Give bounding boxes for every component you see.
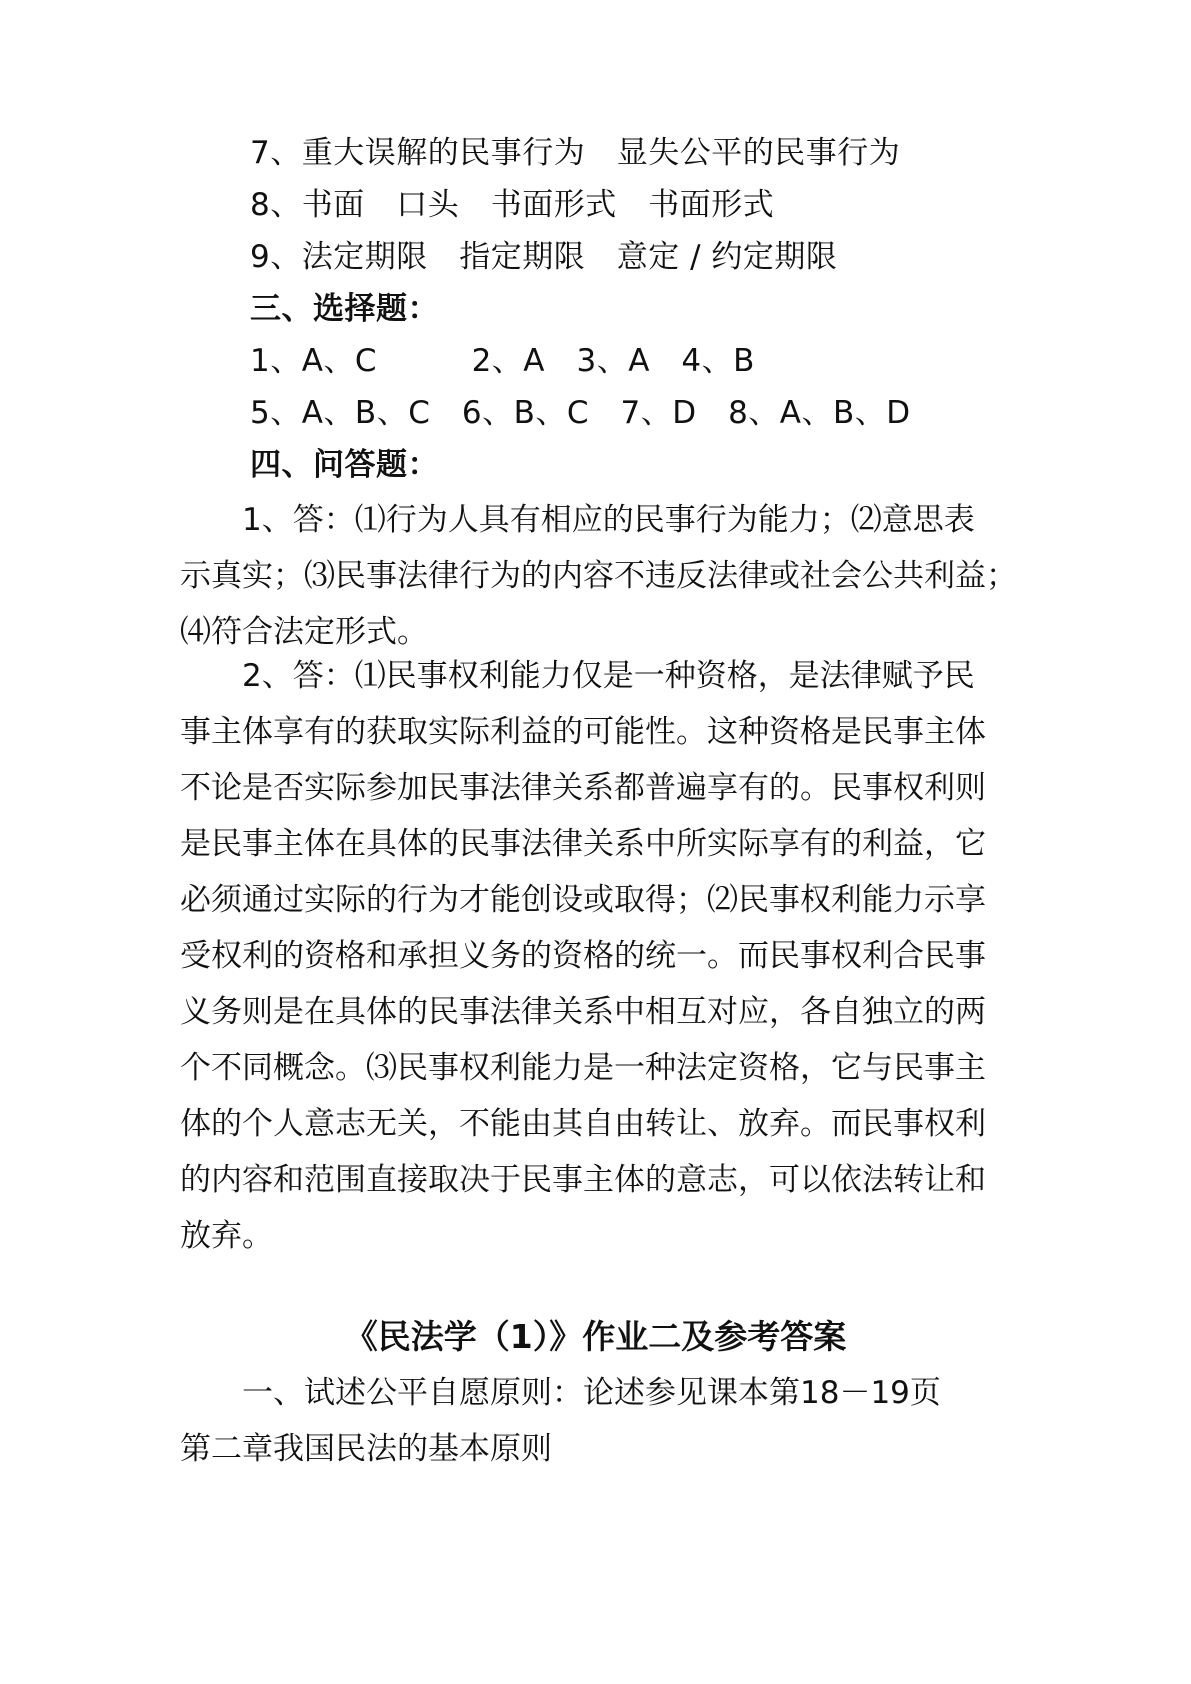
qa-answer-1: [180, 492, 1016, 660]
qa-answer-2-line: 放弃。: [180, 1218, 273, 1254]
qa-answer-2-line: 不论是否实际参加民事法律关系都普遍享有的。民事权利则: [180, 770, 986, 806]
qa-answer-2-line: 是民事主体在具体的民事法律关系中所实际享有的利益，它: [180, 826, 986, 862]
section-heading-choice: 三、选择题：: [250, 291, 439, 327]
qa-answer-1-line: 示真实；⑶民事法律行为的内容不违反法律或社会公共利益；: [180, 558, 1017, 594]
qa-answer-2: [180, 648, 1016, 1264]
qa-answer-2-line: 受权利的资格和承担义务的资格的统一。而民事权利合民事: [180, 938, 986, 974]
assignment-2-title: 《民法学（1）》作业二及参考答案: [344, 1317, 847, 1356]
fill-answer-9: 9、法定期限 指定期限 意定 / 约定期限: [250, 239, 838, 275]
assignment-2-item-1-line: 一、试述公平自愿原则：论述参见课本第18－19页: [180, 1375, 941, 1411]
assignment-2-item-1-line: 第二章我国民法的基本原则: [180, 1431, 552, 1467]
qa-answer-1-line: 1、答：⑴行为人具有相应的民事行为能力；⑵意思表: [180, 502, 975, 538]
choice-answers-row-1: 1、A、C 2、A 3、A 4、B: [250, 343, 755, 379]
qa-answer-2-line: 个不同概念。⑶民事权利能力是一种法定资格，它与民事主: [180, 1050, 986, 1086]
qa-answer-2-line: 体的个人意志无关，不能由其自由转让、放弃。而民事权利: [180, 1106, 986, 1142]
fill-answer-7: 7、重大误解的民事行为 显失公平的民事行为: [250, 135, 901, 171]
qa-answer-2-line: 的内容和范围直接取决于民事主体的意志，可以依法转让和: [180, 1162, 986, 1198]
choice-answers-row-2: 5、A、B、C 6、B、C 7、D 8、A、B、D: [250, 395, 911, 431]
fill-answer-8: 8、书面 口头 书面形式 书面形式: [250, 187, 775, 223]
qa-answer-2-line: 义务则是在具体的民事法律关系中相互对应，各自独立的两: [180, 994, 986, 1030]
qa-answer-2-line: 事主体享有的获取实际利益的可能性。这种资格是民事主体: [180, 714, 986, 750]
qa-answer-2-line: 2、答：⑴民事权利能力仅是一种资格，是法律赋予民: [180, 658, 975, 694]
section-heading-qa: 四、问答题：: [250, 447, 439, 483]
qa-answer-2-line: 必须通过实际的行为才能创设或取得；⑵民事权利能力示享: [180, 882, 986, 918]
assignment-2-item-1: [180, 1365, 1016, 1477]
qa-answer-1-line: ⑷符合法定形式。: [180, 614, 428, 650]
